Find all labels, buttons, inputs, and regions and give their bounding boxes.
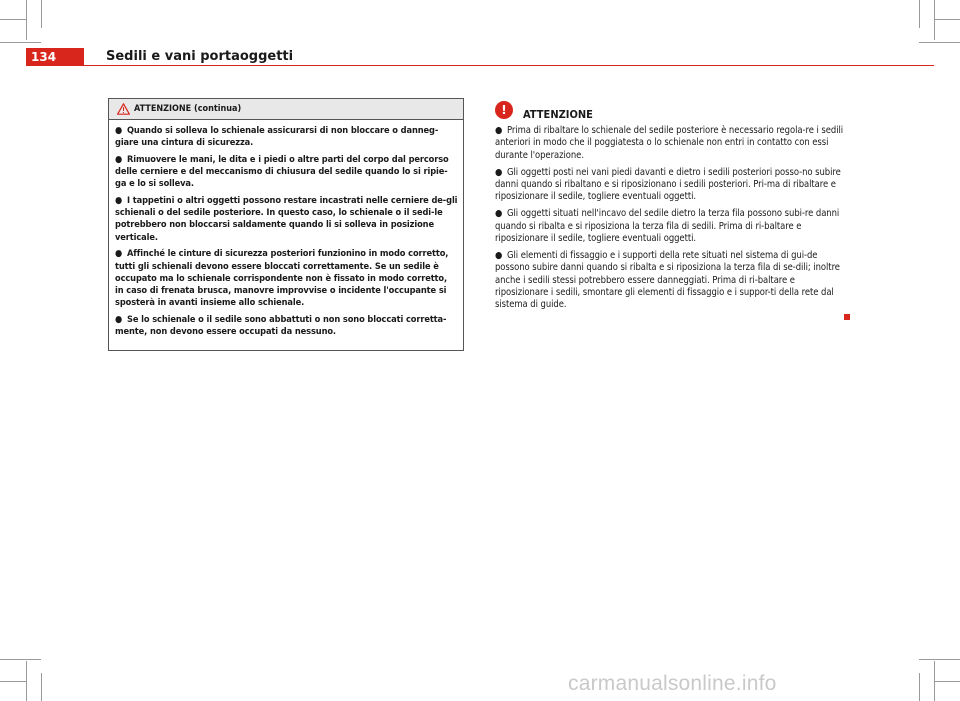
list-item-text: Gli elementi di fissaggio e i supporti della rete situati nel sistema di gui-de possono subire danni quando si ribalta e si riposiziona la terza fila di se-dili; inoltre anche i sedili stessi potrebbero essere danneggiati. Prima di ri-baltare e riposizionare i sedili, smontare gli elementi di fissaggio e i suppor-ti della rete dal sistema di guide. — [495, 250, 840, 311]
bullet: ● — [115, 313, 123, 325]
crop-mark — [26, 661, 27, 701]
list-item-text: Se lo schienale o il sedile sono abbattuti o non sono bloccati corretta-mente, non devono essere occupati da nessuno. — [115, 313, 447, 338]
bullet: ● — [495, 208, 503, 220]
crop-mark — [0, 42, 41, 43]
crop-mark — [0, 681, 26, 682]
crop-mark — [934, 0, 935, 40]
list-item — [115, 125, 458, 149]
crop-mark — [0, 659, 41, 660]
crop-mark — [41, 673, 42, 701]
list-item — [115, 248, 458, 309]
list-item — [495, 208, 850, 245]
list-item — [495, 167, 850, 204]
bullet: ● — [115, 195, 123, 207]
page-title: Sedili e vani portaoggetti — [106, 49, 294, 64]
crop-mark — [26, 0, 27, 40]
caution-header — [495, 99, 850, 121]
header-rule — [26, 65, 934, 66]
section-end-marker — [844, 314, 850, 320]
list-item-text: Prima di ribaltare lo schienale del sedile posteriore è necessario regola-re i sedili anteriori in modo che il poggiatesta o lo schienale non entri in contatto con essi durante l'operazione. — [495, 125, 844, 161]
warning-triangle-icon — [117, 103, 130, 115]
page-number: 134 — [26, 48, 84, 66]
list-item — [115, 195, 458, 244]
warning-box — [108, 98, 464, 351]
watermark: carmanualsonline.info — [568, 672, 777, 695]
crop-mark — [934, 661, 935, 701]
bullet: ● — [115, 125, 123, 136]
bullet: ● — [495, 125, 503, 136]
list-item-text: Affinché le cinture di sicurezza posteriori funzionino in modo corretto, tutti gli schienali devono essere bloccati correttamente. Se un sedile è occupato ma lo schienale corrispondente non è fissato in modo corretto, in caso di frenata brusca, manovre improvvise o incidente l'occupante si sposterà in avanti insieme allo schienale. — [115, 248, 449, 309]
list-item — [115, 314, 458, 338]
crop-mark — [41, 0, 42, 28]
list-item — [495, 125, 850, 162]
list-item-text: I tappetini o altri oggetti possono restare incastrati nelle cerniere de-gli schienali o del sedile posteriore. In questo caso, lo schienale o il sedi-le potrebbero non bloccarsi saldamente quando li si solleva in posizione verticale. — [115, 195, 458, 243]
caution-section — [495, 99, 850, 316]
crop-mark — [919, 0, 920, 28]
list-item-text: Quando si solleva lo schienale assicurarsi di non bloccare o danneg-giare una cintura di sicurezza. — [115, 125, 439, 149]
list-item-text: Rimuovere le mani, le dita e i piedi o altre parti del corpo dal percorso delle cerniere e del meccanismo di chiusura del sedile quando lo si ripie-ga e lo si solleva. — [115, 153, 449, 190]
warning-title: ATTENZIONE (continua) — [134, 104, 242, 114]
exclamation-icon: ! — [495, 101, 513, 119]
crop-mark — [934, 19, 960, 20]
crop-mark — [0, 19, 26, 20]
list-item — [115, 154, 458, 191]
bullet: ● — [495, 250, 503, 262]
caution-list — [495, 125, 850, 312]
warning-header — [109, 99, 463, 120]
bullet: ● — [495, 166, 503, 178]
list-item — [495, 250, 850, 311]
bullet: ● — [115, 248, 123, 260]
list-item-text: Gli oggetti posti nei vani piedi davanti e dietro i sedili posteriori posso-no subire danni quando si ribaltano e si riposizionano i sedili posteriori. Pri-ma di ribaltare e riposizionare il sedile, togliere eventuali oggetti. — [495, 166, 841, 203]
warning-list — [109, 120, 463, 338]
list-item-text: Gli oggetti situati nell'incavo del sedile dietro la terza fila possono subi-re danni quando si ribalta e si riposiziona la terza fila di sedili. Prima di ri-baltare e riposizionare il sedile, togliere eventuali oggetti. — [495, 208, 840, 244]
bullet: ● — [115, 153, 123, 165]
caution-title: ATTENZIONE — [523, 107, 593, 121]
crop-mark — [919, 673, 920, 701]
crop-mark — [919, 42, 960, 43]
crop-mark — [934, 681, 960, 682]
crop-mark — [919, 659, 960, 660]
